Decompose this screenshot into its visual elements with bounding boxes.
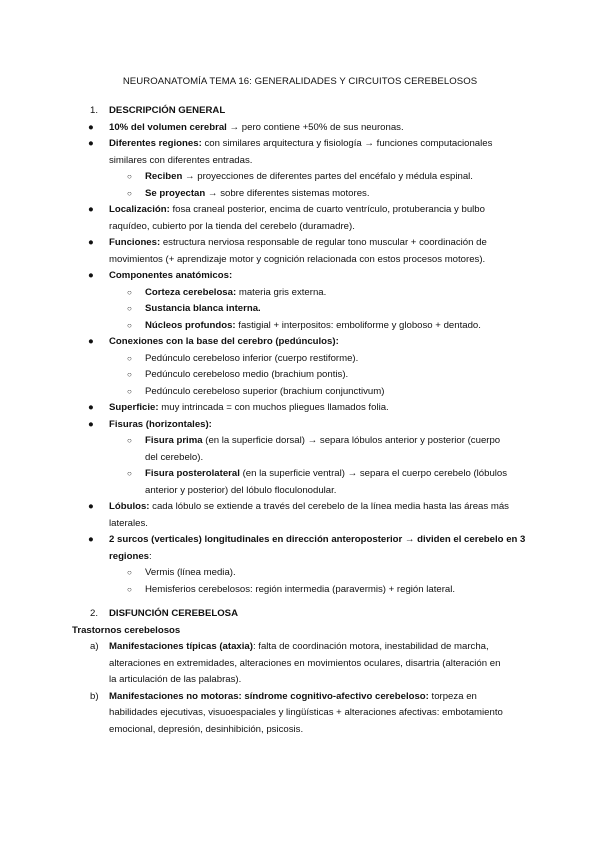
circle-bullet-icon: ○ [127, 568, 132, 577]
list-item [0, 499, 600, 516]
bullet-icon: ● [88, 418, 94, 430]
item-bold: Manifestaciones típicas (ataxia) [109, 641, 253, 652]
section-label: DISFUNCIÓN CEREBELOSA [109, 608, 238, 619]
sub-list-item [0, 301, 600, 318]
item-continuation: habilidades ejecutivas, visuoespaciales y lingüísticas + alteraciones afectivas: embotamiento [109, 707, 503, 718]
item-letter: b) [90, 690, 99, 702]
item-bold: Reciben [145, 171, 183, 182]
sub-list-item [0, 285, 600, 302]
sub-list-item [0, 186, 600, 203]
sub-list-item [0, 351, 600, 368]
item-continuation: la articulación de las palabras). [109, 674, 242, 685]
item-bold: Manifestaciones no motoras: síndrome cognitivo-afectivo cerebeloso: [109, 690, 429, 702]
circle-bullet-icon: ○ [127, 188, 132, 198]
item-bold: Superficie: [109, 402, 159, 413]
document-body [0, 103, 600, 738]
sub-list-item [0, 582, 600, 599]
bullet-icon: ● [88, 501, 94, 512]
item-text: (en la superficie dorsal) → separa lóbulos anterior y posterior (cuerpo [202, 435, 501, 446]
circle-bullet-icon: ○ [127, 172, 132, 181]
item-continuation: raquídeo, cubierto por la tienda del cerebelo (duramadre). [109, 220, 355, 232]
sub-list-item [0, 433, 600, 450]
list-item [0, 417, 600, 434]
item-text: muy intrincada = con muchos pliegues llamados folia. [158, 402, 389, 413]
item-text: fosa craneal posterior, encima de cuarto ventrículo, protuberancia y bulbo [169, 204, 485, 215]
item-text: materia gris externa. [236, 286, 327, 298]
item-bold: Componentes anatómicos: [109, 270, 233, 281]
item-bold: Fisura posterolateral [145, 468, 240, 479]
circle-bullet-icon: ○ [127, 287, 132, 297]
item-bold: regiones [109, 550, 149, 562]
list-item [0, 202, 600, 219]
item-letter: a) [90, 641, 99, 652]
circle-bullet-icon: ○ [127, 469, 132, 478]
item-continuation: alteraciones en extremidades, alteraciones en movimientos oculares, disartria (alteración en [109, 657, 501, 669]
sub-list-item [0, 466, 600, 483]
item-continuation: anterior y posterior) del lóbulo floculonodular. [145, 484, 337, 496]
item-text: estructura nerviosa responsable de regular tono muscular + coordinación de [160, 237, 487, 248]
circle-bullet-icon: ○ [127, 584, 132, 594]
item-bold: Fisura prima [145, 435, 203, 446]
sub-list-item [0, 565, 600, 582]
item-bold: Núcleos profundos: [145, 319, 236, 331]
list-item [0, 334, 600, 351]
bullet-icon: ● [88, 534, 94, 545]
item-text: fastigial + interpositos: emboliforme y globoso + dentado. [235, 319, 481, 331]
item-bold: Diferentes regiones: [109, 138, 202, 149]
circle-bullet-icon: ○ [127, 304, 132, 313]
item-bold: Lóbulos: [109, 501, 150, 512]
item-continuation: laterales. [109, 517, 148, 529]
document-title: NEUROANATOMÍA TEMA 16: GENERALIDADES Y CIRCUITOS CEREBELOSOS [122, 76, 478, 87]
sub-list-item [0, 318, 600, 335]
section-number: 1. [90, 105, 99, 116]
sub-list-item [0, 384, 600, 401]
bullet-icon: ● [88, 121, 94, 133]
list-item [0, 268, 600, 285]
item-bold: Sustancia blanca interna. [145, 303, 261, 314]
subhead-text: Trastornos cerebelosos [72, 624, 181, 636]
bullet-icon: ● [88, 138, 94, 149]
item-bold: Corteza cerebelosa: [145, 286, 237, 298]
section-heading-1 [0, 103, 600, 120]
item-text: (en la superficie ventral) → separa el cuerpo cerebelo (lóbulos [239, 468, 508, 479]
list-item [0, 120, 600, 137]
bullet-icon: ● [88, 237, 94, 248]
bullet-icon: ● [88, 336, 94, 347]
item-continuation [0, 549, 600, 566]
list-item [0, 235, 600, 252]
item-bold: Fisuras (horizontales): [109, 418, 212, 430]
item-text: cada lóbulo se extiende a través del cerebelo de la línea media hasta las áreas más [149, 501, 509, 512]
section-heading-2 [0, 606, 600, 623]
bullet-icon: ● [88, 204, 94, 215]
item-bold: 2 surcos (verticales) longitudinales en dirección anteroposterior → dividen el cerebelo en 3 [109, 534, 526, 545]
lettered-item-b [0, 689, 600, 706]
item-bold: 10% del volumen cerebral [109, 121, 227, 133]
item-continuation: del cerebelo). [145, 451, 204, 463]
sub-list-item [0, 367, 600, 384]
circle-bullet-icon: ○ [127, 436, 132, 445]
list-item [0, 532, 600, 549]
circle-bullet-icon: ○ [127, 320, 132, 330]
item-bold: Se proyectan [145, 187, 206, 199]
item-text: Vermis (línea media). [145, 567, 236, 578]
sub-list-item [0, 169, 600, 186]
item-text: Pedúnculo cerebeloso superior (brachium conjunctivum) [145, 385, 385, 397]
item-continuation: similares con diferentes entradas. [109, 154, 253, 166]
item-text: → sobre diferentes sistemas motores. [205, 187, 370, 199]
bullet-icon: ● [88, 270, 94, 281]
subsection-heading [0, 623, 600, 640]
item-text: Pedúnculo cerebeloso medio (brachium pontis). [145, 369, 349, 380]
item-text: Hemisferios cerebelosos: región intermedia (paravermis) + región lateral. [145, 583, 456, 595]
section-label: DESCRIPCIÓN GENERAL [109, 105, 226, 116]
section-number: 2. [90, 608, 99, 619]
item-continuation: emocional, depresión, desinhibición, psicosis. [109, 723, 304, 735]
list-item [0, 400, 600, 417]
item-text: → proyecciones de diferentes partes del encéfalo y médula espinal. [182, 171, 473, 182]
item-text: con similares arquitectura y fisiología → funciones computacionales [201, 138, 493, 149]
item-text: torpeza en [428, 690, 477, 702]
item-bold: Conexiones con la base del cerebro (pedúnculos): [109, 336, 339, 347]
item-continuation: movimientos (+ aprendizaje motor y cognición relacionada con estos procesos motores). [109, 253, 486, 265]
bullet-icon: ● [88, 402, 94, 413]
circle-bullet-icon: ○ [127, 386, 132, 396]
item-bold: Localización: [109, 204, 170, 215]
item-text: : [149, 550, 152, 562]
list-item [0, 136, 600, 153]
item-text: : falta de coordinación motora, inestabilidad de marcha, [252, 641, 489, 652]
item-bold: Funciones: [109, 237, 161, 248]
item-text: Pedúnculo cerebeloso inferior (cuerpo restiforme). [145, 352, 359, 364]
lettered-item-a [0, 639, 600, 656]
circle-bullet-icon: ○ [127, 370, 132, 379]
circle-bullet-icon: ○ [127, 353, 132, 363]
item-text: → pero contiene +50% de sus neuronas. [226, 121, 404, 133]
